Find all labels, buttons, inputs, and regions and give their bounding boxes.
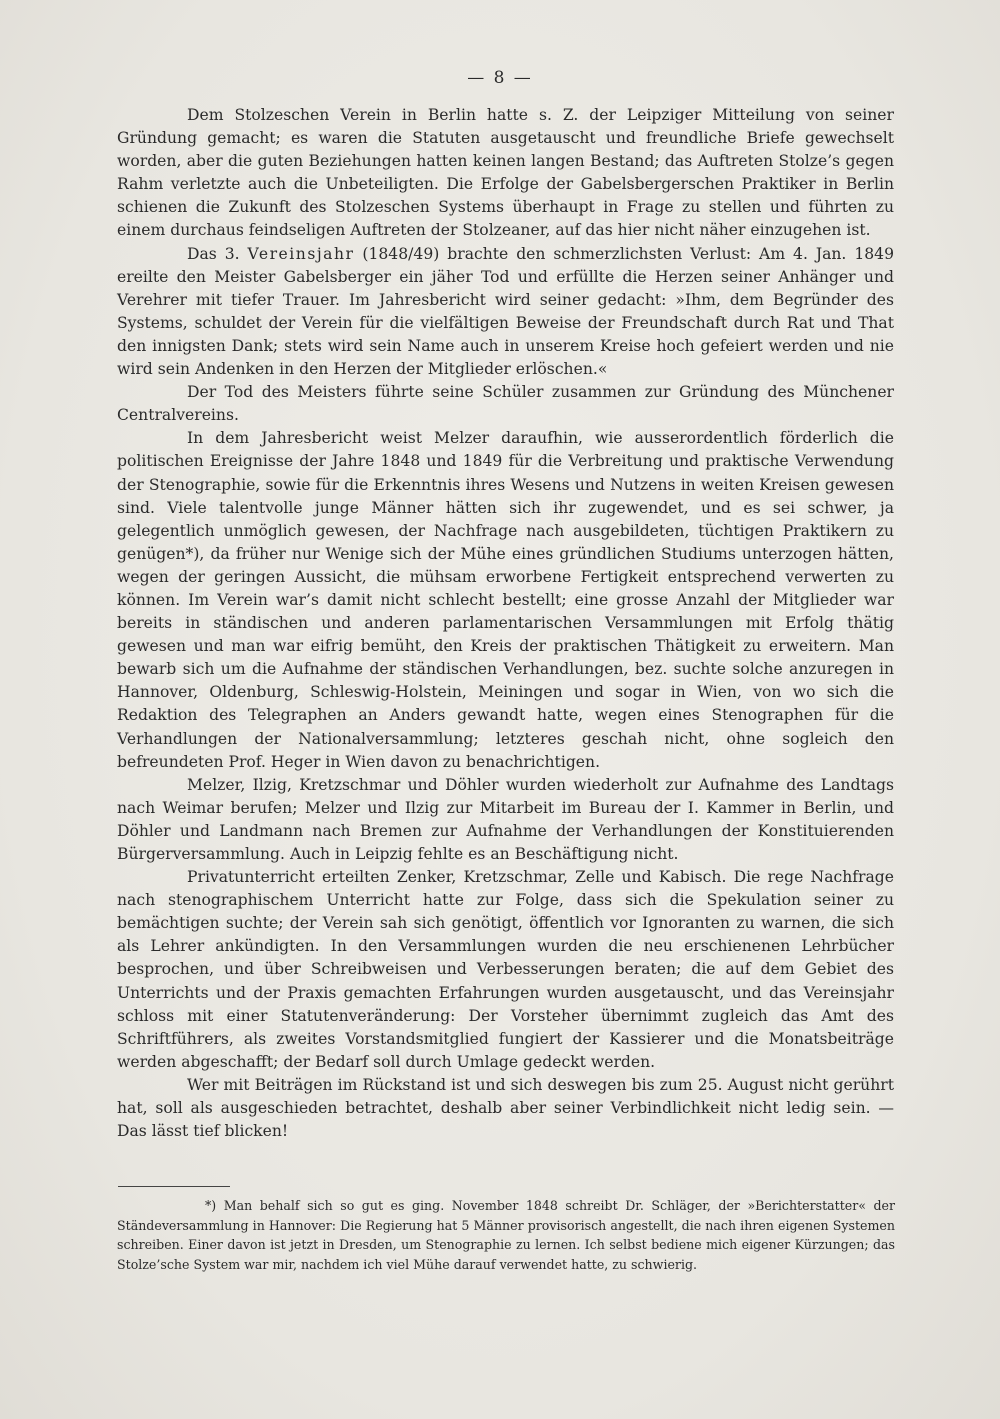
paragraph-2-lead: Das 3.: [187, 244, 248, 263]
paragraph-1: Dem Stolzeschen Verein in Berlin hatte s. Z. der Leipziger Mitteilung von seiner Gründung gemacht; es waren die Statuten ausgetauscht und freundliche Briefe gewechselt worden, aber die guten Beziehungen hatten keinen langen Bestand; das Auftreten Stolze’s gegen Rahm verletzte auch die Unbeteiligten. Die Erfolge der Gabelsbergerschen Praktiker in Berlin schienen die Zukunft des Stolzeschen Systems überhaupt in Frage zu stellen und führten zu einem durchaus feindseligen Auftreten der Stolzeaner, auf das hier nicht näher einzugehen ist.: [117, 106, 894, 240]
footnote-divider: [118, 1186, 230, 1187]
page-number: — 8 —: [467, 68, 533, 88]
paragraph-6: Privatunterricht erteilten Zenker, Kretzschmar, Zelle und Kabisch. Die rege Nachfrage nach stenographischem Unterricht hatte zur Folge, dass sich die Spekulation seiner zu bemächtigen suchte; der Verein sah sich genötigt, öffentlich vor Ignoranten zu warnen, die sich als Lehrer ankündigten. In den Versammlungen wurden die neu erschienenen Lehrbücher besprochen, und über Schreibweisen und Verbesserungen beraten; die auf dem Gebiet des Unterrichts und der Praxis gemachten Erfahrungen wurden ausgetauscht, und das Vereinsjahr schloss mit einer Statutenveränderung: Der Vorsteher übernimmt zugleich das Amt des Schriftführers, als zweites Vorstandsmitglied fungiert der Kassierer und die Monatsbeiträge werden abgeschafft; der Bedarf soll durch Umlage gedeckt werden.: [117, 868, 894, 1071]
paragraph-2-rest: (1848/49) brachte den schmerzlichsten Verlust: Am 4. Jan. 1849 ereilte den Meister Gabelsberger ein jäher Tod und erfüllte die Herzen seiner Anhänger und Verehrer mit tiefer Trauer. Im Jahresbericht wird seiner gedacht: »Ihm, dem Begründer des Systems, schuldet der Verein für die vielfältigen Beweise der Freundschaft durch Rat und That den innigsten Dank; stets wird sein Name auch in unserem Kreise hoch gefeiert werden und nie wird sein Andenken in den Herzen der Mitglieder erlöschen.«: [117, 244, 895, 379]
paragraph-5: Melzer, Ilzig, Kretzschmar und Döhler wurden wiederholt zur Aufnahme des Landtags nach Weimar berufen; Melzer und Ilzig zur Mitarbeit im Bureau der I. Kammer in Berlin, und Döhler und Landmann nach Bremen zur Aufnahme der Verhandlungen der Konstituierenden Bürgerversammlung. Auch in Leipzig fehlte es an Beschäftigung nicht.: [117, 775, 894, 863]
paragraph-2: [117, 243, 894, 382]
paragraph-7: Wer mit Beiträgen im Rückstand ist und sich deswegen bis zum 25. August nicht gerührt hat, soll als ausgeschieden betrachtet, deshalb aber seiner Verbindlichkeit nicht ledig sein. — Das lässt tief blicken!: [117, 1075, 894, 1141]
footnote-text: *) Man behalf sich so gut es ging. November 1848 schreibt Dr. Schläger, der »Berichterstatter« der Ständeversammlung in Hannover: Die Regierung hat 5 Männer provisorisch angestellt, die nach ihren eigenen Systemen schreiben. Einer davon ist jetzt in Dresden, um Stenographie zu lernen. Ich selbst bediene mich eigener Kürzungen; das Stolze’sche System war mir, nachdem ich viel Mühe darauf verwendet hatte, zu schwierig.: [117, 1198, 895, 1272]
paragraph-4: In dem Jahresbericht weist Melzer daraufhin, wie ausserordentlich förderlich die politischen Ereignisse der Jahre 1848 und 1849 für die Verbreitung und praktische Verwendung der Stenographie, sowie für die Erkenntnis ihres Wesens und Nutzens in weiten Kreisen gewesen sind. Viele talentvolle junge Männer hätten sich ihr zugewendet, und es sei schwer, ja gelegentlich unmöglich gewesen, der Nachfrage nach ausgebildeten, tüchtigen Praktikern zu genügen*), da früher nur Wenige sich der Mühe eines gründlichen Studiums unterzogen hätten, wegen der geringen Aussicht, die mühsam erworbene Fertigkeit entsprechend verwerten zu können. Im Verein war’s damit nicht schlecht bestellt; eine grosse Anzahl der Mitglieder war bereits in ständischen und anderen parlamentarischen Versammlungen mit Erfolg thätig gewesen und man war eifrig bemüht, den Kreis der praktischen Thätigkeit zu erweitern. Man bewarb sich um die Aufnahme der ständischen Verhandlungen, bez. suchte solche anzuregen in Hannover, Oldenburg, Schleswig-Holstein, Meiningen und sogar in Wien, von wo sich die Redaktion des Telegraphen an Anders gewandt hatte, wegen eines Stenographen für die Verhandlungen der Nationalversammlung; letzteres geschah nicht, ohne sogleich den befreundeten Prof. Heger in Wien davon zu benachrichtigen.: [117, 429, 894, 771]
footnote: [117, 1196, 895, 1274]
paragraph-2-spaced-word: Vereinsjahr: [247, 244, 355, 263]
main-text: [117, 104, 894, 1143]
paragraph-3: Der Tod des Meisters führte seine Schüler zusammen zur Gründung des Münchener Centralvereins.: [117, 383, 894, 425]
